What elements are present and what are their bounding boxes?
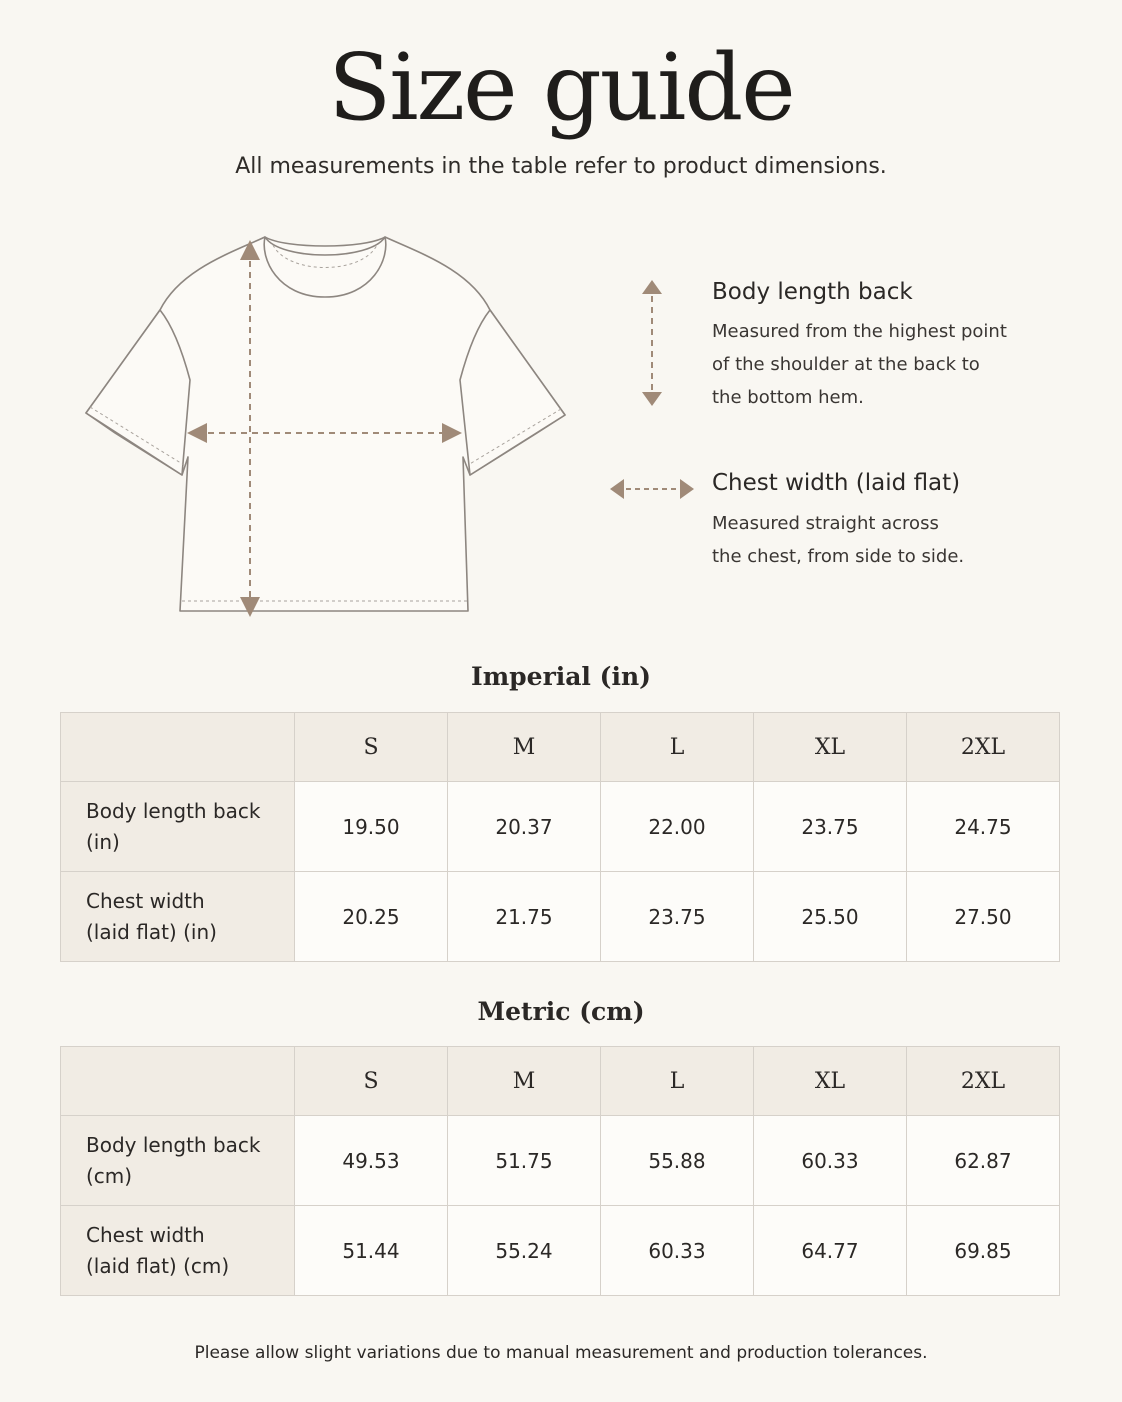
table-row <box>61 872 1060 962</box>
imperial-table-title: Imperial (in) <box>471 662 651 691</box>
table-cell: 20.37 <box>448 782 601 872</box>
legend-chest-width-line2: the chest, from side to side. <box>712 546 965 567</box>
legend-chest-width-title: Chest width (laid flat) <box>712 470 961 496</box>
table-cell: 60.33 <box>754 1116 907 1206</box>
row-label <box>61 1206 295 1296</box>
table-cell: 20.25 <box>295 872 448 962</box>
table-cell: 62.87 <box>907 1116 1060 1206</box>
size-header-s: S <box>295 1047 448 1116</box>
vertical-dashed-arrow-icon <box>640 280 664 406</box>
table-cell: 55.24 <box>448 1206 601 1296</box>
page-title: Size guide <box>328 34 794 141</box>
row-label-line1: Chest width <box>86 888 205 913</box>
row-label-line1: Chest width <box>86 1222 205 1247</box>
row-label <box>61 1116 295 1206</box>
row-label-line1: Body length back <box>86 1132 261 1157</box>
table-cell: 27.50 <box>907 872 1060 962</box>
table-cell: 55.88 <box>601 1116 754 1206</box>
table-row <box>61 1206 1060 1296</box>
table-cell: 49.53 <box>295 1116 448 1206</box>
table-cell: 60.33 <box>601 1206 754 1296</box>
page-subtitle: All measurements in the table refer to product dimensions. <box>235 154 887 179</box>
row-label-line2: (laid flat) (cm) <box>86 1253 230 1278</box>
table-cell: 19.50 <box>295 782 448 872</box>
row-label <box>61 782 295 872</box>
size-header-s: S <box>295 713 448 782</box>
table-cell: 69.85 <box>907 1206 1060 1296</box>
table-cell: 64.77 <box>754 1206 907 1296</box>
size-header-l: L <box>601 1047 754 1116</box>
row-label <box>61 872 295 962</box>
table-header-row <box>61 713 1060 782</box>
table-cell: 51.44 <box>295 1206 448 1296</box>
table-cell: 51.75 <box>448 1116 601 1206</box>
table-cell: 22.00 <box>601 782 754 872</box>
legend-body-length-line3: the bottom hem. <box>712 387 864 408</box>
size-header-l: L <box>601 713 754 782</box>
size-header-m: M <box>448 1047 601 1116</box>
size-header-xl: XL <box>754 713 907 782</box>
legend-body-length-line1: Measured from the highest point <box>712 321 1007 342</box>
table-row <box>61 782 1060 872</box>
tshirt-illustration <box>70 225 590 625</box>
size-header-xl: XL <box>754 1047 907 1116</box>
legend-body-length-line2: of the shoulder at the back to <box>712 354 980 375</box>
row-label-line2: (in) <box>86 829 120 854</box>
table-row <box>61 1116 1060 1206</box>
footnote: Please allow slight variations due to manual measurement and production tolerances. <box>194 1343 928 1363</box>
row-label-line1: Body length back <box>86 798 261 823</box>
row-label-line2: (laid flat) (in) <box>86 919 217 944</box>
metric-table-title: Metric (cm) <box>477 997 645 1026</box>
size-header-2xl: 2XL <box>907 1047 1060 1116</box>
table-cell: 21.75 <box>448 872 601 962</box>
imperial-size-table <box>60 712 1060 962</box>
table-cell: 24.75 <box>907 782 1060 872</box>
table-corner-cell <box>61 1047 295 1116</box>
table-corner-cell <box>61 713 295 782</box>
metric-size-table <box>60 1046 1060 1296</box>
row-label-line2: (cm) <box>86 1163 133 1188</box>
table-header-row <box>61 1047 1060 1116</box>
legend-chest-width-line1: Measured straight across <box>712 513 939 534</box>
table-cell: 23.75 <box>601 872 754 962</box>
horizontal-dashed-arrow-icon <box>610 478 694 500</box>
table-cell: 23.75 <box>754 782 907 872</box>
table-cell: 25.50 <box>754 872 907 962</box>
size-header-m: M <box>448 713 601 782</box>
size-header-2xl: 2XL <box>907 713 1060 782</box>
legend-body-length-title: Body length back <box>712 279 913 305</box>
